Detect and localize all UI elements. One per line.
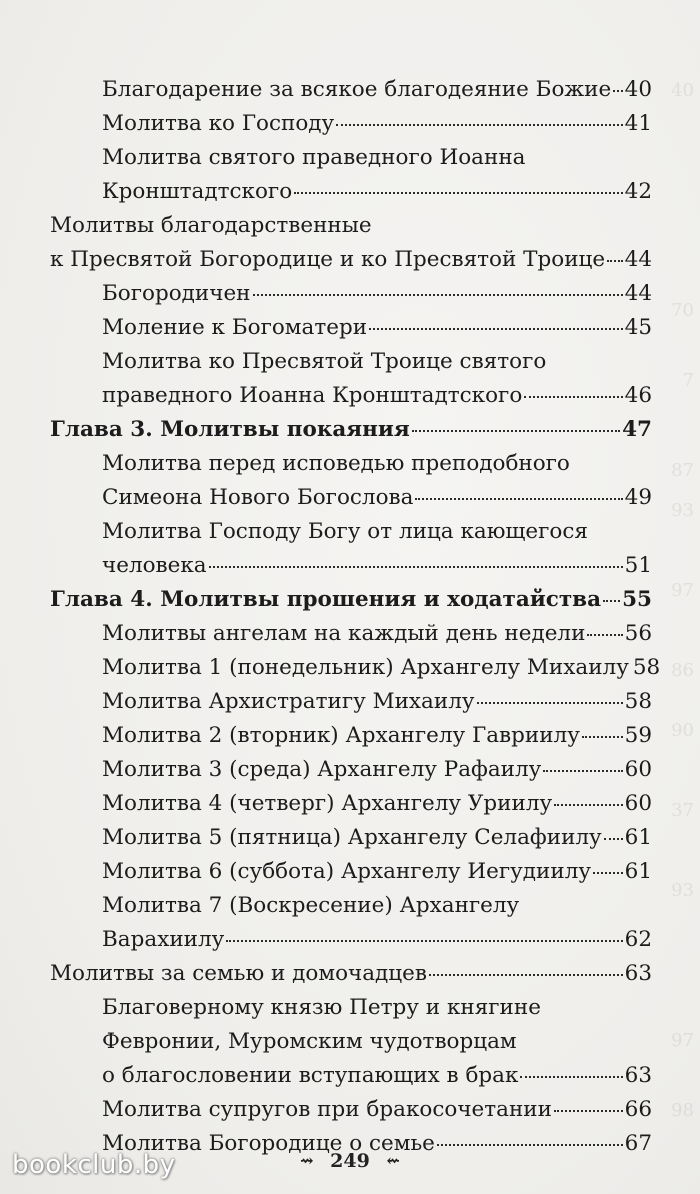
toc-title: Молитва 2 (вторник) Архангелу Гавриилу — [102, 723, 580, 748]
toc-row — [102, 276, 652, 312]
page-number: 60 — [624, 757, 652, 782]
page-number: 44 — [624, 281, 652, 306]
leader-dots — [554, 1110, 623, 1112]
page-number: 42 — [624, 179, 652, 204]
toc-title: Богородичен — [102, 281, 251, 306]
toc-title: Молитва святого праведного Иоанна — [102, 145, 526, 170]
page-number: 66 — [624, 1097, 652, 1122]
toc-title: Молитва ко Господу — [102, 111, 335, 136]
toc-title: Молитва 3 (среда) Архангелу Рафаилу — [102, 757, 542, 782]
page-number: 56 — [624, 621, 652, 646]
toc-title: Молитвы ангелам на каждый день недели — [102, 621, 586, 646]
toc-row — [50, 242, 652, 278]
leader-dots — [613, 90, 622, 92]
toc-title: Молитва 7 (Воскресение) Архангелу — [102, 893, 520, 918]
leader-dots — [607, 260, 623, 262]
toc-row — [102, 922, 652, 958]
toc-row — [50, 412, 652, 448]
toc-title: Молитвы за семью и домочадцев — [50, 961, 427, 986]
toc-row — [102, 72, 652, 108]
toc-title: Моление к Богоматери — [102, 315, 368, 340]
toc-title: праведного Иоанна Кронштадтского — [102, 383, 523, 408]
toc-title: Молитвы благодарственные — [50, 213, 372, 238]
page-number: 44 — [624, 247, 652, 272]
leader-dots — [369, 328, 623, 330]
leader-dots — [294, 192, 623, 194]
toc-title: человека — [102, 553, 207, 578]
ornament-left-icon: ⇝ — [300, 1151, 314, 1170]
page-number: 58 — [624, 689, 652, 714]
toc-title: Кронштадтского — [102, 179, 293, 204]
page-number: 61 — [624, 825, 652, 850]
leader-dots — [412, 430, 620, 432]
page-number: 45 — [624, 315, 652, 340]
leader-dots — [603, 600, 620, 602]
toc-title: Благодарение за всякое благодеяние Божие — [102, 77, 612, 102]
toc-row — [102, 310, 652, 346]
toc-row — [102, 752, 652, 788]
leader-dots — [520, 1076, 622, 1078]
toc-row — [102, 480, 652, 516]
toc-row — [102, 106, 652, 142]
toc-row — [102, 1092, 652, 1128]
page-number: 46 — [624, 383, 652, 408]
toc-row — [102, 854, 652, 890]
leader-dots — [209, 566, 623, 568]
toc-title: Молитва Господу Богу от лица кающегося — [102, 519, 588, 544]
toc-row — [102, 650, 661, 686]
page-number: 51 — [624, 553, 652, 578]
toc-row — [102, 174, 652, 210]
page-number: 63 — [624, 961, 652, 986]
leader-dots — [593, 872, 623, 874]
leader-dots — [415, 498, 622, 500]
toc-row — [102, 378, 652, 414]
toc-title: Февронии, Муромским чудотворцам — [102, 1029, 517, 1054]
toc-title: Молитва 6 (суббота) Архангелу Иегудиилу — [102, 859, 591, 884]
toc-title: Молитва 4 (четверг) Архангелу Уриилу — [102, 791, 553, 816]
page-number: 61 — [624, 859, 652, 884]
page-number: 63 — [624, 1063, 652, 1088]
toc-title: Молитва перед исповедью преподобного — [102, 451, 570, 476]
leader-dots — [604, 838, 623, 840]
toc-title: Варахиилу — [102, 927, 225, 952]
page-number: 41 — [624, 111, 652, 136]
page-number: 67 — [624, 1131, 652, 1156]
page-number: 55 — [622, 587, 652, 612]
toc-row — [102, 684, 652, 720]
toc-title: Благоверному князю Петру и княгине — [102, 995, 541, 1020]
toc-title: к Пресвятой Богородице и ко Пресвятой Троице — [50, 247, 606, 272]
page-number: 62 — [624, 927, 652, 952]
leader-dots — [582, 736, 623, 738]
toc-title: Молитва ко Пресвятой Троице святого — [102, 349, 547, 374]
chapter-title: Глава 3. Молитвы покаяния — [50, 417, 410, 442]
leader-dots — [477, 702, 623, 704]
toc-row — [102, 786, 652, 822]
toc-row — [102, 718, 652, 754]
page-number: 60 — [624, 791, 652, 816]
page-number: 58 — [632, 655, 661, 680]
leader-dots — [543, 770, 622, 772]
toc-title: Молитва Архистратигу Михаилу — [102, 689, 475, 714]
toc-title: Молитва 5 (пятница) Архангелу Селафиилу — [102, 825, 602, 850]
leader-dots — [226, 940, 622, 942]
leader-dots — [554, 804, 623, 806]
page-number: 40 — [624, 77, 652, 102]
watermark: bookclub.by — [12, 1150, 176, 1180]
ornament-right-icon: ⇜ — [386, 1151, 400, 1170]
leader-dots — [336, 124, 622, 126]
toc-title: Молитва супругов при бракосочетании — [102, 1097, 552, 1122]
page-number: 47 — [622, 417, 652, 442]
toc-row — [50, 956, 652, 992]
leader-dots — [437, 1144, 623, 1146]
toc-title: Симеона Нового Богослова — [102, 485, 414, 510]
leader-dots — [587, 634, 622, 636]
footer-page-number: 249 — [330, 1150, 370, 1172]
toc-row — [102, 616, 652, 652]
toc-row — [102, 548, 652, 584]
leader-dots — [524, 396, 622, 398]
toc-title: Молитва 1 (понедельник) Архангелу Михаилу — [102, 655, 629, 680]
toc-title: о благословении вступающих в брак — [102, 1063, 519, 1088]
page-number: 49 — [624, 485, 652, 510]
toc-row — [102, 820, 652, 856]
leader-dots — [429, 974, 623, 976]
leader-dots — [253, 294, 623, 296]
chapter-title: Глава 4. Молитвы прошения и ходатайства — [50, 587, 602, 612]
toc-title: Молитва Богородице о семье — [102, 1131, 435, 1156]
page-number: 59 — [624, 723, 652, 748]
toc-row — [50, 582, 652, 618]
toc-row — [102, 1058, 652, 1094]
